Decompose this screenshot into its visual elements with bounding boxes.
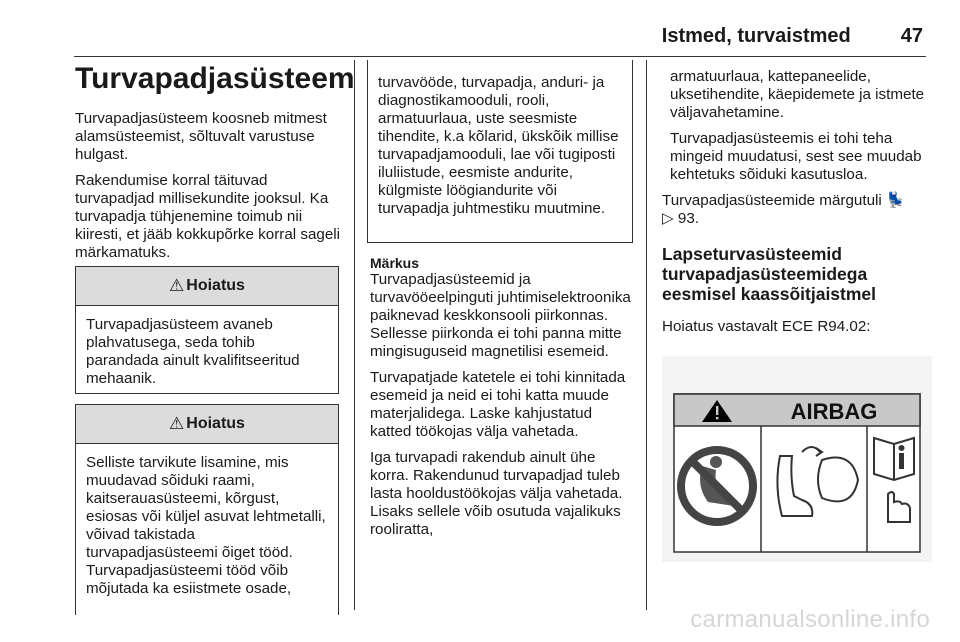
airbag-label-graphic — [662, 356, 932, 562]
column-divider-1 — [354, 60, 355, 610]
warning-triangle-icon: ⚠ — [169, 276, 185, 295]
note-title: Märkus — [370, 255, 420, 271]
column-divider-2 — [646, 60, 647, 610]
warning-text: Selliste tarvikute lisamine, mis muudavad sõiduki raami, kaitserauasüsteemi, kõrgust, esiosas või küljel asuvat lehtmetalli, võivad takistada turvapadjasüsteemi õiget tööd. Turvapadjasüsteemi tööd võib mõjutada ka esiistmete osade, — [86, 454, 326, 597]
airbag-indicator-icon: 💺 — [886, 192, 905, 209]
warning-box-1 — [75, 266, 339, 394]
warning-box-continued — [367, 60, 633, 243]
warning-text: Turvapadjasüsteem avaneb plahvatusega, seda tohib parandada ainult kvalifitseeritud mehaanik. — [86, 316, 300, 387]
paragraph: Rakendumise korral täituvad turvapadjad millisekundite jooksul. Ka turvapadja tühjenemine toimub nii kiiresti, et jääb kokkupõrke korral sageli märkamatuks. — [75, 172, 341, 261]
warning-header — [76, 267, 338, 306]
page-number: 47 — [900, 25, 923, 47]
header-rule — [74, 56, 926, 57]
section-heading: Turvapadjasüsteem — [75, 62, 355, 95]
warning-title: Hoiatus — [186, 277, 245, 294]
warning-header — [76, 405, 338, 444]
paragraph: Turvapadjasüsteem koosneb mitmest alamsüsteemist, sõltuvalt varustuse hulgast. — [75, 110, 327, 163]
paragraph: Turvapadjasüsteemis ei tohi teha mingeid muudatusi, sest see muudab kehtetuks sõiduki kasutusloa. — [670, 130, 922, 183]
paragraph: Turvapatjade katetele ei tohi kinnitada esemeid ja neid ei tohi katta muude materjalidega. Laske kahjustatud katted töökojas välja vahetada. — [370, 369, 626, 440]
column-2 — [370, 255, 632, 547]
header-title: Istmed, turvaistmed — [661, 25, 851, 47]
warning-triangle-icon: ⚠ — [169, 414, 185, 433]
footer-watermark: carmanualsonline.info — [690, 606, 930, 633]
column-1 — [75, 110, 345, 270]
column-3 — [662, 68, 934, 344]
page-header — [662, 25, 923, 48]
paragraph: armatuurlaua, kattepaneelide, uksetihendite, käepidemete ja istmete väljavahetamine. — [670, 68, 925, 121]
page-reference-icon: ▷ — [662, 210, 674, 227]
warning-box-2 — [75, 404, 339, 615]
paragraph: Iga turvapadi rakendub ainult ühe korra. Rakendunud turvapadjad tuleb lasta hooldustöökojas välja vahetada. Lisaks sellele võib osutuda vajalikuks rooliratta, — [370, 449, 623, 538]
subheading: Lapseturvasüsteemid turvapadjasüsteemidega eesmisel kaassõitjaistmel — [662, 244, 877, 304]
page-reference: 93. — [677, 210, 700, 227]
airbag-warning-label — [662, 356, 932, 562]
warning-text: turvavööde, turvapadja, anduri- ja diagnostikamooduli, rooli, armatuurlaua, uste seesmiste tihendite, k.a kõlarid, ükskõik millise turvapadjamooduli, lae või tugiposti iluliistude, eesmiste andurite, külgmiste löögiandurite või turvapadja juhtmestiku muutmine. — [378, 74, 619, 217]
warning-title: Hoiatus — [186, 415, 245, 432]
paragraph: Hoiatus vastavalt ECE R94.02: — [662, 318, 871, 335]
airbag-label-title: AIRBAG — [790, 399, 878, 424]
paragraph: Turvapadjasüsteemide märgutuli 💺 ▷ 93. — [662, 192, 905, 227]
note-text: Turvapadjasüsteemid ja turvavööeelpinguti juhtimiselektroonika paiknevad keskkonsooli piirkonnas. Sellesse piirkonda ei tohi panna mitte mingisuguseid magnetilisi esemeid. — [370, 271, 631, 360]
